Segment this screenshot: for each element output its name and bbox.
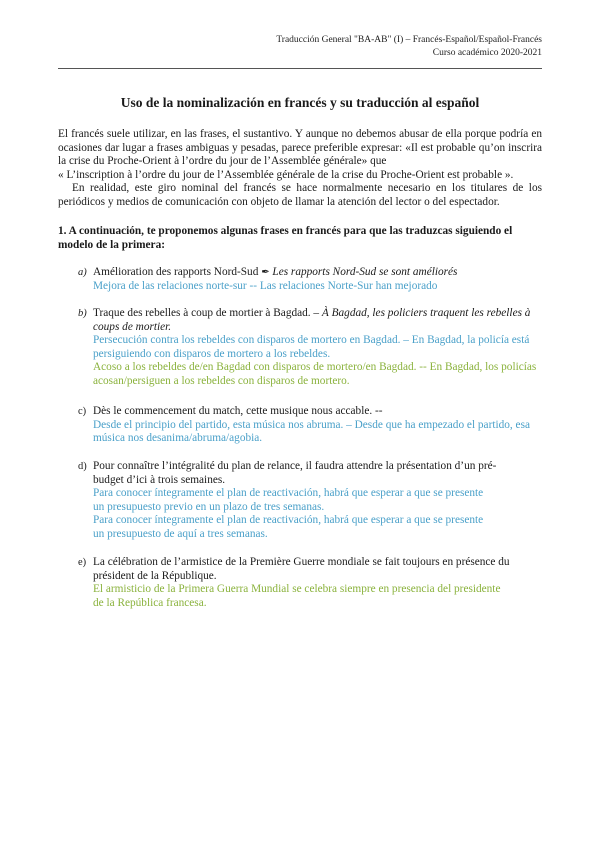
- item-marker: d): [78, 461, 87, 472]
- french-source: Amélioration des rapports Nord-Sud: [93, 266, 259, 278]
- exercise-item-c: [58, 405, 542, 446]
- french-source-line-2: budget d’ici à trois semaines.: [93, 473, 226, 486]
- french-source: Dès le commencement du match, cette musique nous accable. --: [93, 405, 383, 417]
- intro-text: El francés suele utilizar, en las frases, el sustantivo. Y aunque no debemos abusar de ella porque podría en ocasiones dar lugar a frases ambiguas y pesadas, parece preferible expresar: «Il est probable qu’on inscrira la crise du Proche-Orient à l’ordre du jour de l’Assemblée générale» que: [58, 128, 542, 167]
- item-marker: b): [78, 308, 87, 319]
- exercise-item-b: [58, 307, 542, 388]
- exercise-item-d: [58, 460, 542, 541]
- french-source-line-2: président de la République.: [93, 569, 217, 582]
- french-source: Traque des rebelles à coup de mortier à Bagdad. –: [93, 307, 320, 319]
- french-source-line-1: Pour connaître l’intégralité du plan de relance, il faudra attendre la présentation d’un pré-: [93, 460, 497, 472]
- intro-section: [58, 128, 542, 209]
- intro-paragraph-2: En realidad, este giro nominal del francés se hace normalmente necesario en los titulares de los periódicos y medios de comunicación con objeto de llamar la atención del lector o del espectador.: [58, 182, 542, 208]
- translation-answer-line-1: El armisticio de la Primera Guerra Mundial se celebra siempre en presencia del presidente: [93, 583, 501, 595]
- exercise-item-e: [58, 556, 542, 610]
- translation-answer: Desde el principio del partido, esta música nos abruma. – Desde que ha empezado el partido, esa música nos desanima/abruma/agobia.: [93, 418, 530, 444]
- item-marker: a): [78, 267, 87, 278]
- model-answer: Les rapports Nord-Sud se sont améliorés: [272, 266, 458, 278]
- document-title: Uso de la nominalización en francés y su traducción al español: [120, 95, 480, 110]
- translation-answer: Persecución contra los rebeldes con disparos de mortero en Bagdad. – En Bagdad, la policía está persiguiendo con disparos de mortero a los rebeldes.: [93, 334, 530, 360]
- translation-answer-alt: Acoso a los rebeldes de/en Bagdad con disparos de mortero/en Bagdad. -- En Bagdad, los policías acosan/persiguen a los rebeldes con disparos de mortero.: [93, 361, 537, 387]
- item-french-sentence: [93, 266, 542, 280]
- page-header: [276, 34, 542, 60]
- translation-answer-line-2: un presupuesto previo en un plazo de tres semanas.: [93, 500, 325, 513]
- exercise-item-a: [58, 266, 542, 293]
- exercise-instruction: 1. A continuación, te proponemos algunas frases en francés para que las traduzcas siguiendo el modelo de la primera:: [58, 225, 513, 251]
- intro-paragraph-1: [58, 128, 542, 182]
- item-marker: e): [78, 557, 87, 568]
- french-source-line-1: La célébration de l’armistice de la Première Guerre mondiale se fait toujours en présence du: [93, 556, 510, 568]
- item-french-sentence: [93, 307, 542, 334]
- item-marker: c): [78, 406, 87, 417]
- header-divider: [58, 68, 542, 69]
- header-course-title: Traducción General "BA-AB" (I) – Francés-Español/Español-Francés: [276, 35, 542, 45]
- translation-answer-alt-line-2: un presupuesto de aquí a tres semanas.: [93, 527, 268, 540]
- translation-answer-line-2: de la República francesa.: [93, 596, 207, 609]
- translation-answer-line-1: Para conocer íntegramente el plan de reactivación, habrá que esperar a que se presente: [93, 487, 484, 499]
- pen-icon: ✒: [261, 267, 270, 278]
- model-answer: À Bagdad, les policiers traquent les rebelles à coups de mortier.: [93, 307, 531, 333]
- translation-answer: Mejora de las relaciones norte-sur -- Las relaciones Norte-Sur han mejorado: [93, 279, 438, 292]
- intro-example: « L’inscription à l’ordre du jour de l’Assemblée générale de la crise du Proche-Orient est probable ».: [58, 168, 514, 181]
- header-academic-year: Curso académico 2020-2021: [432, 48, 542, 58]
- translation-answer-alt-line-1: Para conocer íntegramente el plan de reactivación, habrá que esperar a que se presente: [93, 514, 484, 526]
